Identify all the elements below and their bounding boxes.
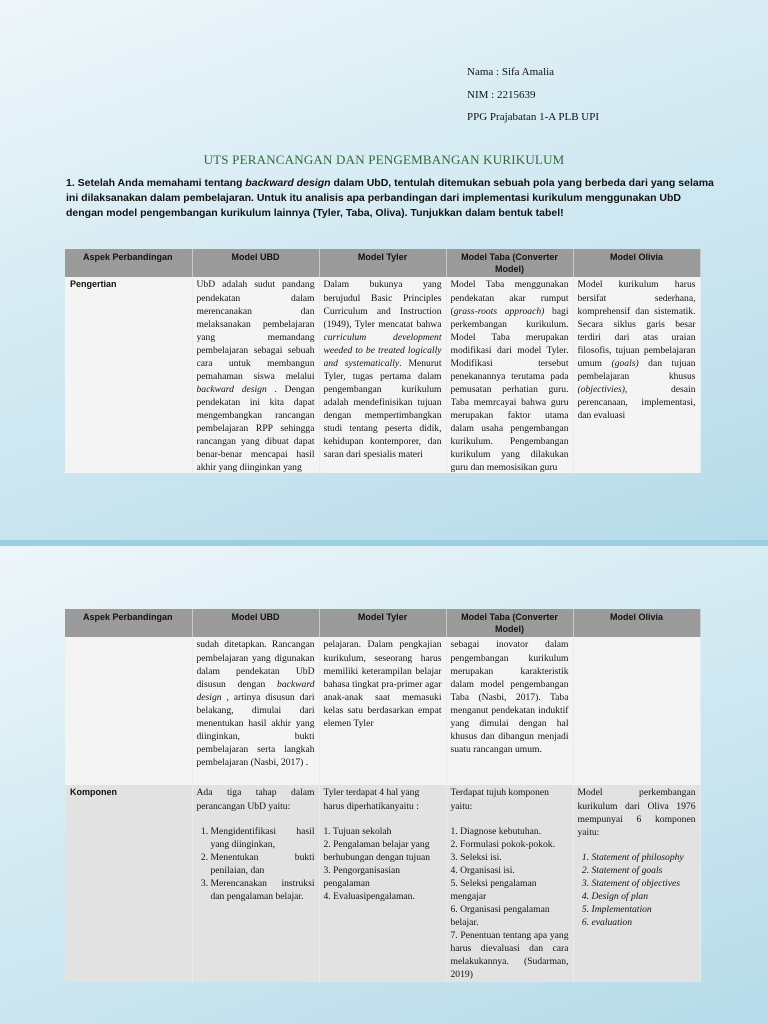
table-row	[65, 277, 700, 473]
olivia-komponen-intro: Model perkembangan kurikulum dari Oliva 1976 mempunyai 6 komponen yaitu:	[577, 787, 696, 838]
header-aspek: Aspek Perbandingan	[65, 249, 192, 277]
header-tyler: Model Tyler	[319, 609, 446, 637]
list-item: 5. Seleksi pengalaman mengajar	[450, 877, 537, 902]
list-item: 2. Formulasi pokok-pokok.	[450, 838, 555, 850]
table-header-row	[65, 249, 700, 277]
header-olivia: Model Olivia	[573, 249, 700, 277]
cell-ubd-komponen	[192, 785, 319, 982]
cell-taba-continued: sebagai inovator dalam pengembangan kurikulum merupakan karakteristik dalam model pengembangan Taba (Nasbi, 2017). Taba menganut pendekatan induktif yang dimulai dengan hal khusus dan dibangun menjadi suatu rancangan umum.	[446, 637, 573, 785]
list-item: 6. Organisasi pengalaman belajar.	[450, 903, 550, 928]
list-item: 3. Pengorganisasian	[323, 864, 401, 876]
list-item: 1. Mengidentifikasi hasil yang diinginkan,	[211, 825, 315, 851]
list-item: 4. Evaluasipengalaman.	[323, 890, 415, 902]
header-taba: Model Taba (Converter Model)	[446, 609, 573, 637]
ubd-komponen-intro: Ada tiga tahap dalam perancangan UbD yaitu:	[196, 787, 315, 812]
comparison-table-page-2	[65, 609, 701, 982]
question-text: 1. Setelah Anda memahami tentang backward design dalam UbD, tentulah ditemukan sebuah pola yang berbeda dari yang selama ini dilaksanakan dalam pembelajaran. Untuk itu analisis apa perbandingan dari implementasi kurikulum menggunakan UbD dengan model pengembangan kurikulum lainnya (Tyler, Taba, Oliva). Tunjukkan dalam bentuk tabel!	[66, 177, 714, 219]
table-row	[65, 785, 700, 982]
list-item: 2. Statement of goals	[592, 864, 696, 877]
header-ubd: Model UBD	[192, 609, 319, 637]
comparison-table-page-1	[65, 249, 701, 473]
cell-olivia-komponen	[573, 785, 700, 982]
aspect-pengertian: Pengertian	[65, 277, 192, 473]
list-item: 3. Merencanakan instruksi dan pengalaman belajar.	[211, 877, 315, 903]
cell-olivia-continued	[573, 637, 700, 785]
taba-komponen-intro: Terdapat tujuh komponen yaitu:	[450, 787, 549, 812]
table-row	[65, 637, 700, 785]
list-item: 6. evaluation	[592, 916, 696, 929]
list-item: pengalaman	[323, 877, 370, 889]
cell-tyler-komponen	[319, 785, 446, 982]
list-item: 5. Implementation	[592, 903, 696, 916]
cell-olivia-pengertian: Model kurikulum harus bersifat sederhana, komprehensif dan sistematik. Secara siklus garis besar terdiri dari atas uraian filosofis, tujuan pembelajaran umum (goals) dan tujuan pembelajaran khusus (objectivies), desain perencanaan, implementasi, dan evaluasi	[573, 277, 700, 473]
cell-ubd-pengertian: UbD adalah sudut pandang pendekatan dalam merencanakan dan melaksanakan pembelajaran yang memandang pembelajaran sebagai sebuah cara untuk membangun pemahaman siswa melalui backward design . Dengan pendekatan ini kita dapat mengembangkan rancangan pembelajaran RPP sehingga rancangan yang dibuat dapat benar-benar mencapai hasil akhir yang diinginkan yang	[192, 277, 319, 473]
list-item: 2. Pengalaman belajar yang berhubungan dengan tujuan	[323, 838, 431, 863]
table-header-row	[65, 609, 700, 637]
header-taba: Model Taba (Converter Model)	[446, 249, 573, 277]
list-item: 7. Penentuan tentang apa yang harus dievaluasi dan cara melakukannya. (Sudarman, 2019)	[450, 929, 569, 981]
aspect-continued	[65, 637, 192, 785]
list-item: 4. Design of plan	[592, 890, 696, 903]
list-item: 1. Tujuan sekolah	[323, 825, 392, 837]
header-aspek: Aspek Perbandingan	[65, 609, 192, 637]
list-item: 3. Seleksi isi.	[450, 851, 502, 863]
list-item: 3. Statement of objectives	[592, 877, 696, 890]
list-item: 4. Organisasi isi.	[450, 864, 515, 876]
list-item: 2. Menentukan bukti penilaian, dan	[211, 851, 315, 877]
header-ubd: Model UBD	[192, 249, 319, 277]
ubd-komponen-list	[197, 825, 315, 903]
cell-taba-pengertian: Model Taba menggunakan pendekatan akar rumput (grass-roots approach) bagi perkembangan kurikulum. Model Taba merupakan modifikasi dari model Tyler. Modifikasi tersebut penekanannya terutama pada pemusatan perhatian guru. Taba memrcayai bahwa guru merupakan faktor utama dalam usaha pengembangan kurikulum. Pengembangan kurikulum yang dilakukan guru dan memosisikan guru	[446, 277, 573, 473]
student-nim: NIM : 2215639	[467, 89, 536, 101]
header-olivia: Model Olivia	[573, 609, 700, 637]
olivia-komponen-list	[578, 851, 696, 929]
cell-taba-komponen	[446, 785, 573, 982]
cell-ubd-continued: sudah ditetapkan. Rancangan pembelajaran yang digunakan dalam pendekatan UbD disusun dengan backward design , artinya disusun dari belakang, dimulai dari menentukan hasil akhir yang diinginkan, bukti pembelajaran serta langkah pembelajaran (Nasbi, 2017) .	[192, 637, 319, 785]
aspect-komponen: Komponen	[65, 785, 192, 982]
student-name: Nama : Sifa Amalia	[467, 66, 555, 78]
cell-tyler-continued: pelajaran. Dalam pengkajian kurikulum, seseorang harus memiliki keterampilan belajar bahasa tingkat pra-primer agar anak-anak saat memasuki kelas satu berdasarkan empat elemen Tyler	[319, 637, 446, 785]
page-title: UTS PERANCANGAN DAN PENGEMBANGAN KURIKULUM	[203, 152, 565, 167]
header-tyler: Model Tyler	[319, 249, 446, 277]
student-program: PPG Prajabatan 1-A PLB UPI	[467, 111, 599, 123]
cell-tyler-pengertian: Dalam bukunya yang berujudul Basic Principles Curriculum and Instruction (1949), Tyler mencatat bahwa curriculum development weeded to be treated logically and systematically. Menurut Tyler, tugas pertama dalam pengembangan kurikulum adalah mendefinisikan tujuan dengan mempertimbangkan studi tentang peserta didik, kehidupan kontemporer, dan saran dari spesialis materi	[319, 277, 446, 473]
list-item: 1. Diagnose kebutuhan.	[450, 825, 542, 837]
list-item: 1. Statement of philosophy	[592, 851, 696, 864]
tyler-komponen-intro: Tyler terdapat 4 hal yang harus diperhatikanyaitu :	[323, 787, 420, 812]
